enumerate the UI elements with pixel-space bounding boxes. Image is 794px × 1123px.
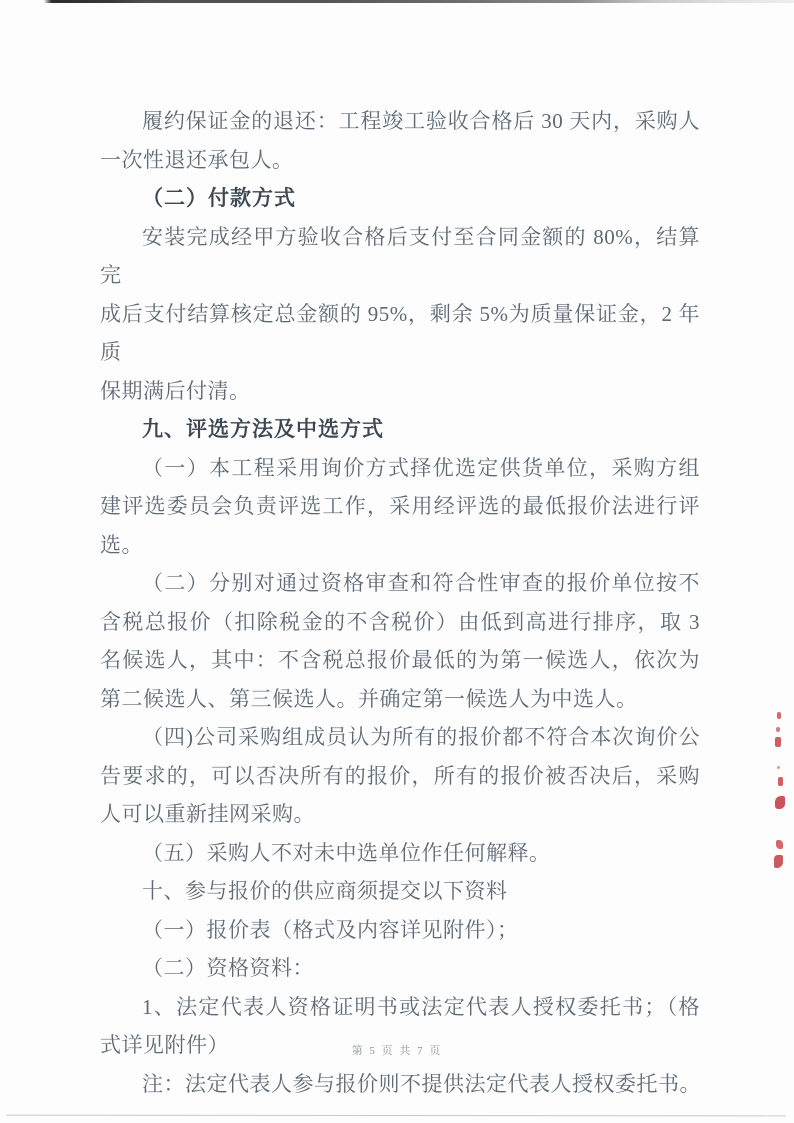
text-line: 人可以重新挂网采购。: [100, 802, 315, 826]
text-line: 告要求的，可以否决所有的报价，所有的报价被否决后，采购: [100, 763, 700, 788]
text-line: （四)公司采购组成员认为所有的报价都不符合本次询价公: [142, 725, 700, 749]
red-stamp-fragment: [774, 855, 783, 868]
text-line: 式详见附件）: [100, 1033, 229, 1057]
red-stamp-fragment: [775, 796, 785, 809]
text-line: 建评选委员会负责评选工作，采用经评选的最低报价法进行评: [100, 494, 700, 518]
red-stamp-fragment: [776, 840, 783, 849]
text-line: 保期满后付清。: [100, 378, 251, 403]
text-line: （五）采购人不对未中选单位作任何解释。: [142, 840, 551, 865]
text-lines: [100, 102, 700, 1103]
red-stamp-fragment: [776, 727, 780, 732]
red-stamp-fragment: [777, 766, 780, 769]
scan-edge-top-artifact: [0, 0, 794, 3]
text-line: 选。: [100, 532, 143, 557]
text-line: （一）本工程采用询价方式择优选定供货单位，采购方组: [142, 455, 700, 480]
text-line: 第二候选人、第三候选人。并确定第一候选人为中选人。: [100, 686, 638, 711]
text-line: 名候选人，其中：不含税总报价最低的为第一候选人，依次为: [100, 648, 700, 672]
text-line: 成后支付结算核定总金额的 95%，剩余 5%为质量保证金，2 年质: [100, 301, 700, 364]
text-line: （二）资格资料：: [142, 956, 314, 980]
text-line: 十、参与报价的供应商须提交以下资料: [142, 879, 508, 903]
heading-line: 九、评选方法及中选方式: [142, 417, 384, 441]
heading-line: （二）付款方式: [142, 186, 296, 210]
text-line: （二）分别对通过资格审查和符合性审查的报价单位按不: [142, 571, 700, 595]
text-line: 1、法定代表人资格证明书或法定代表人授权委托书；（格: [142, 994, 700, 1019]
text-line: 一次性退还承包人。: [100, 147, 294, 172]
text-line: 含税总报价（扣除税金的不含税价）由低到高进行排序，取 3: [100, 609, 700, 634]
text-line: 注：法定代表人参与报价则不提供法定代表人授权委托书。: [142, 1071, 701, 1096]
text-line: 安装完成经甲方验收合格后支付至合同金额的 80%，结算完: [100, 224, 700, 287]
red-stamp-fragment: [777, 712, 781, 719]
red-stamp-fragment: [775, 737, 781, 747]
text-line: （一）报价表（格式及内容详见附件）；: [142, 917, 519, 942]
page-number-footer: 第 5 页 共 7 页: [351, 1045, 443, 1057]
scan-edge-bottom-artifact: [6, 1115, 786, 1117]
text-line: 履约保证金的退还：工程竣工验收合格后 30 天内，采购人: [142, 109, 700, 133]
red-stamp-fragment: [778, 777, 783, 786]
